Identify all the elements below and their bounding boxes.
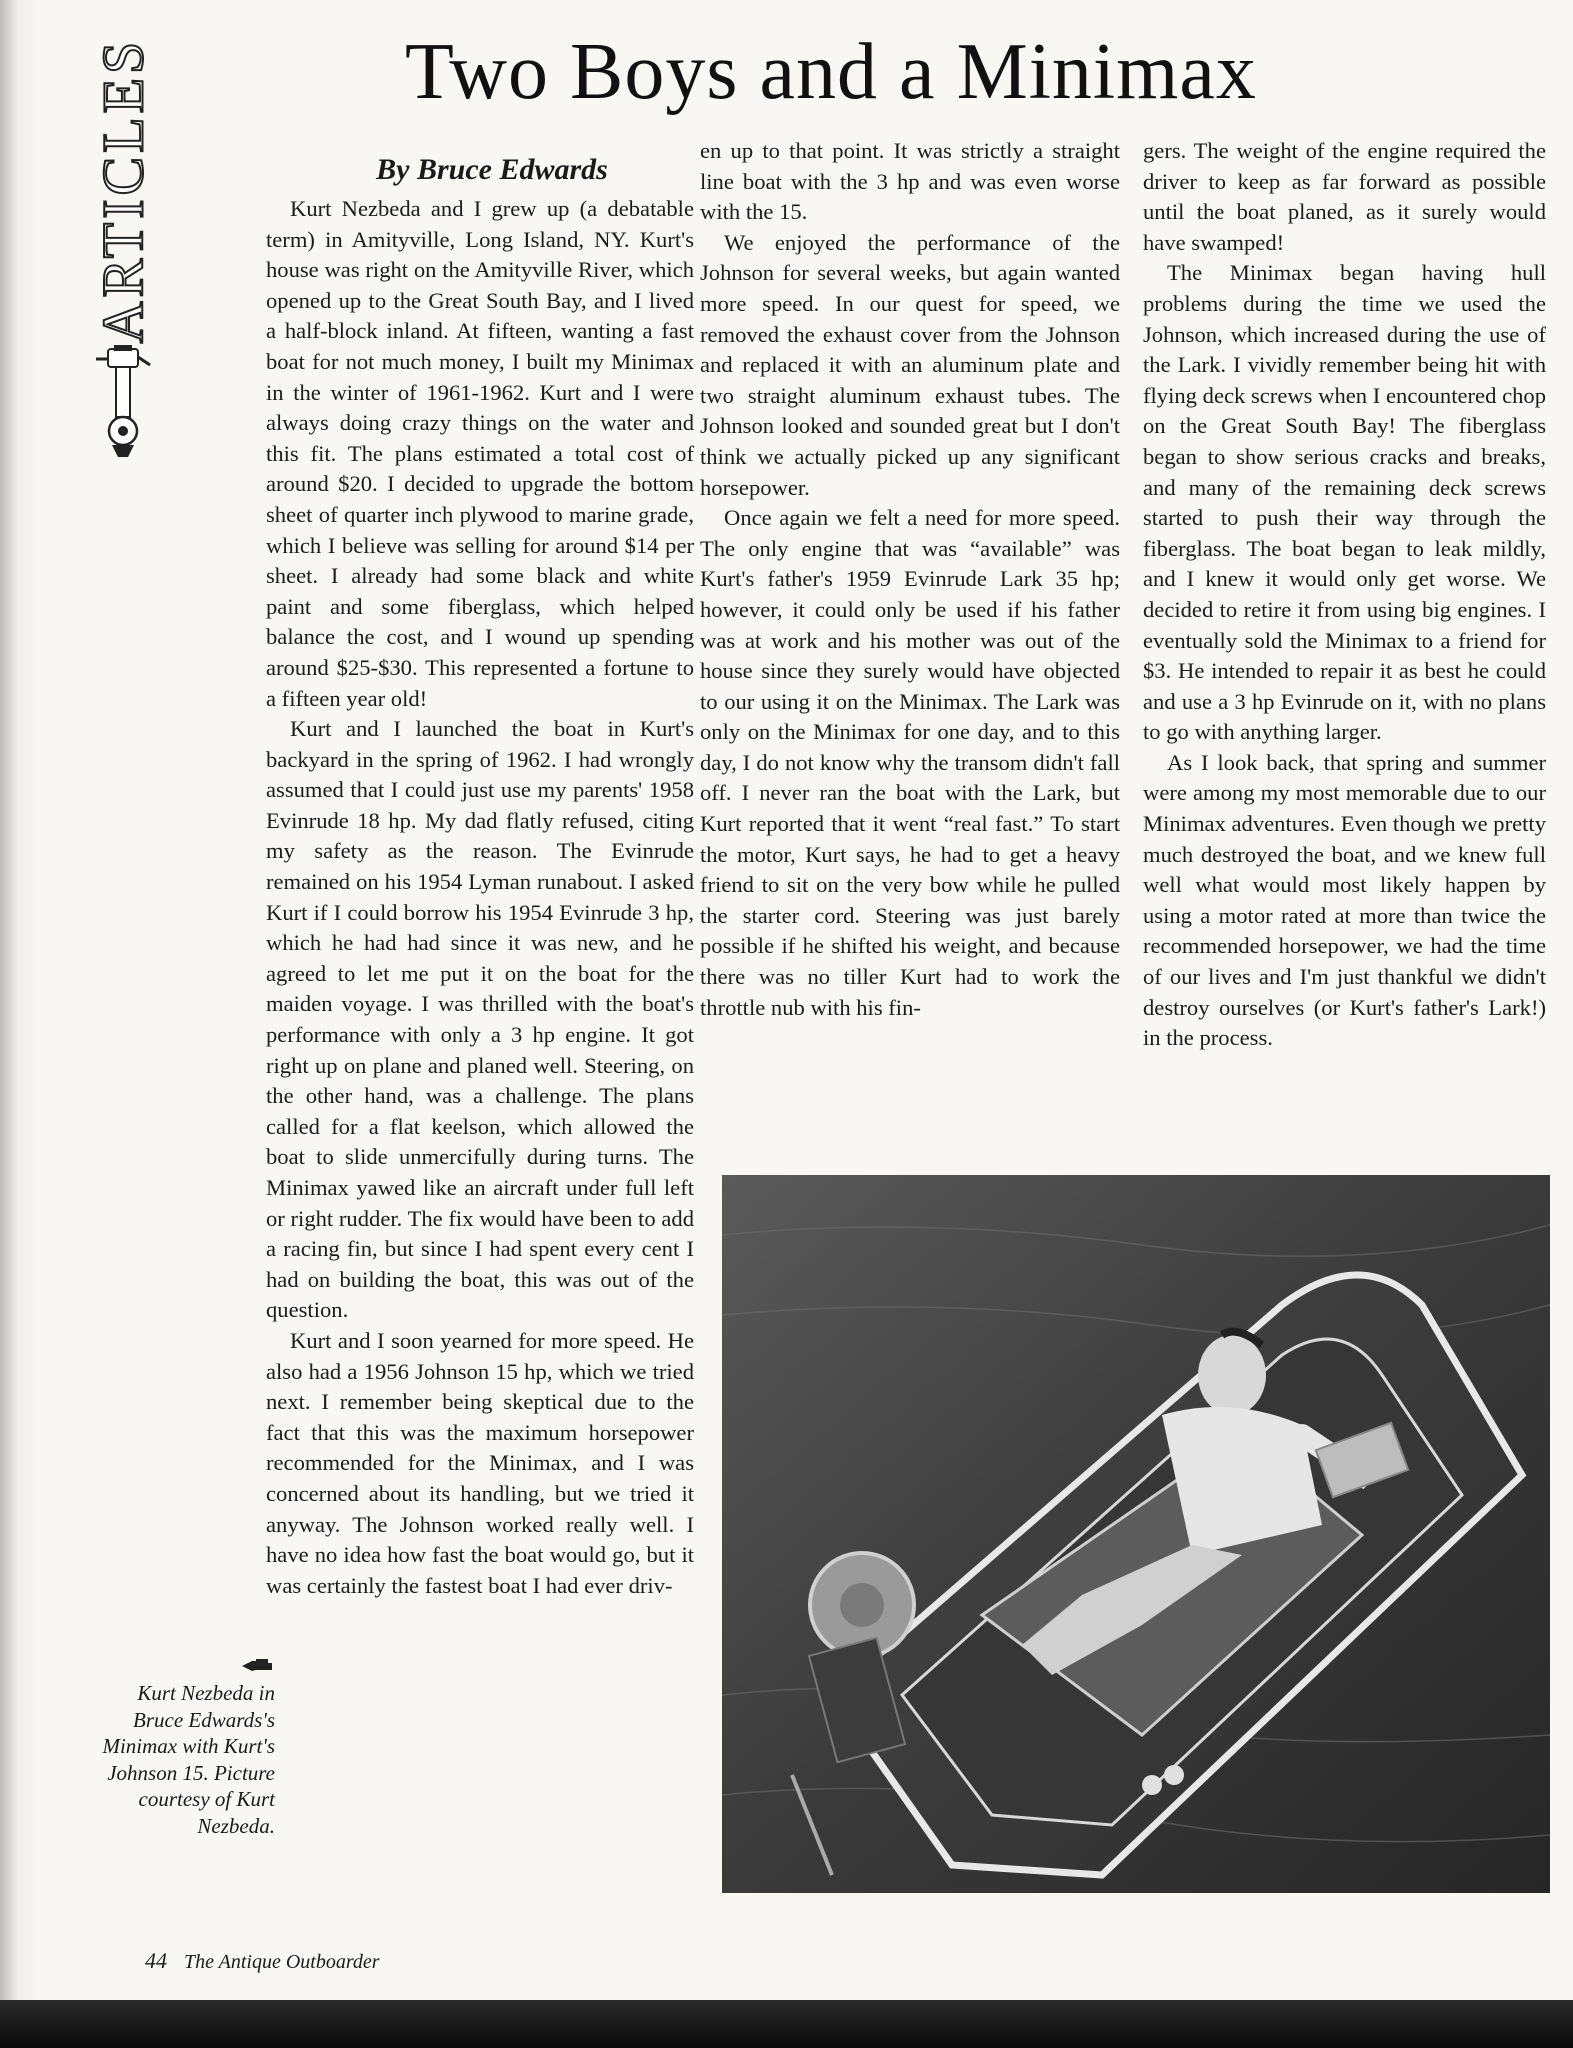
boat-photo	[722, 1175, 1550, 1893]
paragraph: The Minimax began having hull problems during the time we used the Johnson, which increased during the use of the Lark. I vividly remember being hit with flying deck screws when I encountered chop on the Great South Bay! The fiberglass began to show serious cracks and breaks, and many of the remaining deck screws started to push their way through the fiberglass. The boat began to leak mildly, and I knew it would only get worse. We decided to retire it from using big engines. I eventually sold the Minimax to a friend for $3. He intended to repair it as best he could and use a 3 hp Evinrude on it, with no plans to go with anything larger.	[1143, 260, 1546, 745]
paragraph: gers. The weight of the engine required the driver to keep as far forward as possible until the boat planed, as it surely would have swamped!	[1143, 138, 1546, 255]
article-title: Two Boys and a Minimax	[405, 28, 1257, 116]
paragraph: Kurt and I soon yearned for more speed. He also had a 1956 Johnson 15 hp, which we tried next. I remember being skeptical due to the fact that this was the maximum horsepower recommended for the Minimax, and I was concerned about its handling, but we tried it anyway. The Johnson worked really well. I have no idea how fast the boat would go, but it was certainly the fastest boat I had ever driv-	[266, 1327, 694, 1598]
magazine-name: The Antique Outboarder	[184, 1951, 380, 1973]
paragraph: As I look back, that spring and summer were among my most memorable due to our Minimax adventures. Even though we pretty much destroyed the boat, and we knew full well what would most likely happen by using a motor rated at more than twice the recommended horsepower, we had the time of our lives and I'm just thankful we didn't destroy ourselves (or Kurt's father's Lark!) in the process.	[1143, 749, 1546, 1051]
boat-photo-illustration	[722, 1175, 1550, 1893]
paragraph: Once again we felt a need for more speed. The only engine that was “available” was Kurt's father's 1959 Evinrude Lark 35 hp; however, it could only be used if his father was at work and his mother was out of the house since they surely would have objected to our using it on the Minimax. The Lark was only on the Minimax for one day, and to this day, I do not know why the transom didn't fall off. I never ran the boat with the Lark, but Kurt reported that it went “real fast.” To start the motor, Kurt says, he had to get a heavy friend to sit on the very bow while he pulled the starter cord. Steering was just barely possible if he shifted his weight, and because there was no tiller Kurt had to work the throttle nub with his fin-	[700, 505, 1120, 1020]
text-column-3	[1143, 136, 1546, 1166]
text-column-1	[266, 194, 694, 1904]
pointing-hand-icon	[242, 1658, 272, 1674]
photo-caption: Kurt Nezbeda in Bruce Edwards's Minimax with Kurt's Johnson 15. Picture courtesy of Kurt Nezbeda.	[102, 1681, 275, 1838]
section-tab	[88, 37, 158, 460]
paragraph: Kurt Nezbeda and I grew up (a debatable term) in Amityville, Long Island, NY. Kurt's house was right on the Amityville River, which opened up to the Great South Bay, and I lived a half-block inland. At fifteen, wanting a fast boat for not much money, I built my Minimax in the winter of 1961-1962. Kurt and I were always doing crazy things on the water and this fit. The plans estimated a total cost of around $20. I decided to upgrade the bottom sheet of quarter inch plywood to marine grade, which I believe was selling for around $14 per sheet. I already had some black and white paint and some fiberglass, which helped balance the cost, and I wound up spending around $25-$30. This represented a fortune to a fifteen year old!	[266, 196, 694, 711]
paragraph: Kurt and I launched the boat in Kurt's backyard in the spring of 1962. I had wrongly assumed that I could just use my parents' 1958 Evinrude 18 hp. My dad flatly refused, citing my safety as the reason. The Evinrude remained on his 1954 Lyman runabout. I asked Kurt if I could borrow his 1954 Evinrude 3 hp, which he had had since it was new, and he agreed to let me put it on the boat for the maiden voyage. I was thrilled with the boat's performance with only a 3 hp engine. It got right up on plane and planed well. Steering, on the other hand, was a challenge. The plans called for a flat keelson, which allowed the boat to slide unmercifully during turns. The Minimax yawed like an aircraft under full left or right rudder. The fix would have been to add a racing fin, but since I had spent every cent I had on building the boat, this was out of the question.	[266, 716, 694, 1323]
section-label: ARTICLES	[90, 37, 156, 343]
text-column-2	[700, 136, 1120, 1166]
paragraph: We enjoyed the performance of the Johnson for several weeks, but again wanted more speed. In our quest for speed, we removed the exhaust cover from the Johnson and replaced it with an aluminum plate and two straight aluminum exhaust tubes. The Johnson looked and sounded great but I don't think we actually picked up any significant horsepower.	[700, 229, 1120, 500]
byline: By Bruce Edwards	[376, 153, 608, 186]
page-number: 44	[145, 1948, 167, 1973]
paragraph: en up to that point. It was strictly a straight line boat with the 3 hp and was even worse with the 15.	[700, 138, 1120, 225]
scan-shadow	[0, 2000, 1573, 2048]
outboard-motor-icon	[90, 345, 156, 460]
page-footer	[145, 1946, 545, 1976]
